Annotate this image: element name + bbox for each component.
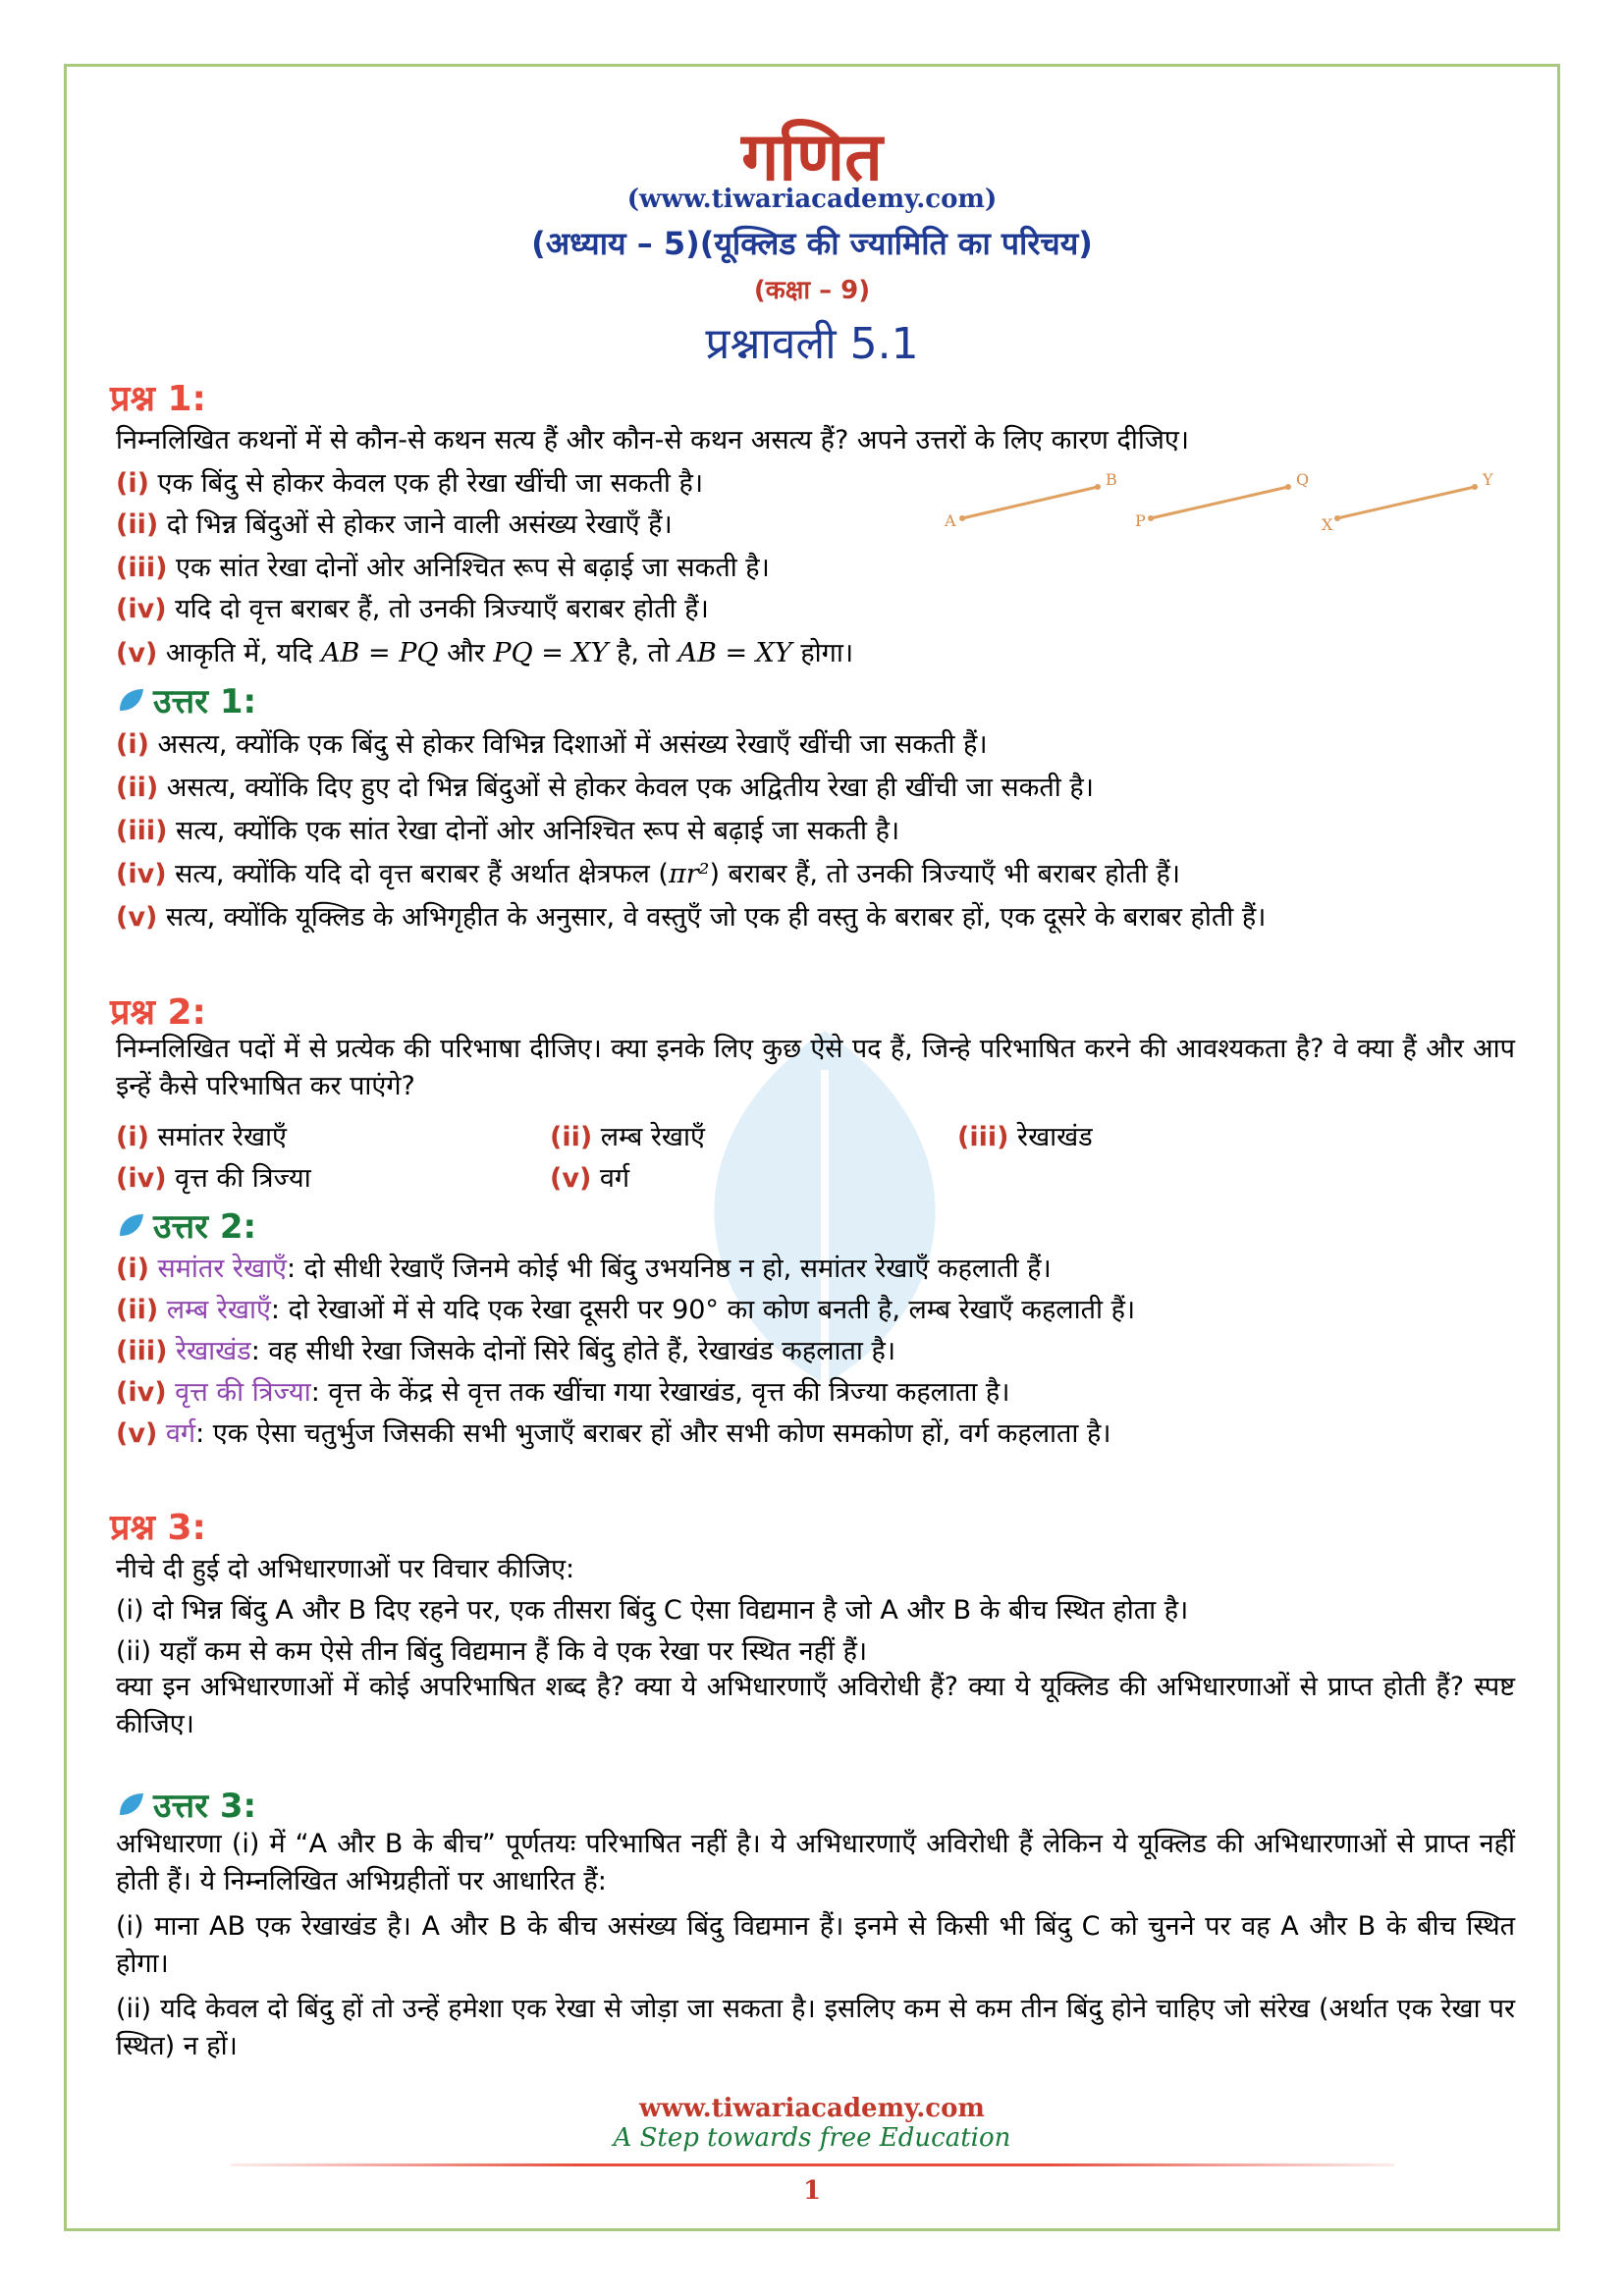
item-text: : एक ऐसा चतुर्भुज जिसकी सभी भुजाएँ बराबर हों और सभी कोण समकोण हों, वर्ग कहलाता है। bbox=[195, 1418, 1111, 1449]
question-3-question: क्या इन अभिधारणाओं में कोई अपरिभाषित शब्द है? क्या ये अभिधारणाएँ अविरोधी हैं? क्या ये यूक्लिड की अभिधारणाओं से प्राप्त होती हैं? स्पष्ट कीजिए। bbox=[116, 1672, 1516, 1739]
class-label: (कक्षा – 9) bbox=[753, 276, 871, 305]
item-number: (v) bbox=[116, 638, 158, 668]
item-text: होगा। bbox=[791, 638, 854, 668]
question-1-item bbox=[116, 548, 770, 584]
question-1-intro: निम्नलिखित कथनों में से कौन-से कथन सत्य हैं और कौन-से कथन असत्य हैं? अपने उत्तरों के लिए कारण दीजिए। bbox=[116, 425, 1190, 455]
leaf-logo-icon bbox=[116, 1789, 145, 1819]
point-label-y: Y bbox=[1483, 470, 1493, 489]
item-number: (ii) bbox=[116, 509, 159, 540]
answer-2-item bbox=[116, 1249, 1052, 1285]
item-number: (i) bbox=[116, 729, 149, 760]
answer-1-item bbox=[116, 897, 1266, 934]
item-text: आकृति में, यदि bbox=[165, 638, 322, 668]
segment-xy bbox=[1337, 487, 1475, 518]
defined-term: वर्ग bbox=[157, 1418, 196, 1449]
term-item bbox=[550, 1117, 705, 1153]
item-number: (iii) bbox=[116, 816, 168, 846]
page-number: 1 bbox=[802, 2176, 822, 2206]
point-label-p: P bbox=[1135, 511, 1146, 530]
footer-website-link[interactable]: www.tiwariacademy.com bbox=[639, 2094, 985, 2123]
term-item bbox=[957, 1117, 1093, 1153]
item-text: : वृत्त के केंद्र से वृत्त तक खींचा गया रेखाखंड, वृत्त की त्रिज्या कहलाता है। bbox=[310, 1377, 1010, 1408]
heading-text: उत्तर 1: bbox=[153, 682, 257, 721]
item-text: लम्ब रेखाएँ bbox=[592, 1122, 705, 1152]
item-text: यदि दो वृत्त बराबर हैं, तो उनकी त्रिज्याएँ बराबर होती हैं। bbox=[175, 594, 709, 624]
item-text: : दो रेखाओं में से यदि एक रेखा दूसरी पर 90° का कोण बनती है, लम्ब रेखाएँ कहलाती हैं। bbox=[270, 1295, 1136, 1325]
header-website: (www.tiwariacademy.com) bbox=[626, 185, 998, 214]
item-number: (iii) bbox=[957, 1122, 1009, 1152]
question-3-heading: प्रश्न 3: bbox=[110, 1508, 206, 1548]
item-number: (ii) bbox=[116, 1295, 159, 1325]
item-number: (v) bbox=[116, 1418, 158, 1449]
leaf-logo-icon bbox=[116, 685, 145, 715]
question-1-item bbox=[116, 633, 853, 669]
term-item bbox=[116, 1117, 287, 1153]
point-label-b: B bbox=[1106, 470, 1117, 489]
math-expression: AB = XY bbox=[677, 638, 792, 668]
item-text: : वह सीधी रेखा जिसके दोनों सिरे बिंदु होते हैं, रेखाखंड कहलाता है। bbox=[250, 1336, 896, 1366]
question-3-intro: नीचे दी हुई दो अभिधारणाओं पर विचार कीजिए: bbox=[116, 1554, 575, 1584]
item-number: (ii) bbox=[116, 773, 159, 803]
defined-term: समांतर रेखाएँ bbox=[148, 1254, 287, 1284]
item-text: है, तो bbox=[608, 638, 678, 668]
segment-ab bbox=[962, 487, 1098, 518]
question-1-item bbox=[116, 505, 673, 541]
item-number: (iii) bbox=[116, 553, 168, 583]
item-text: वर्ग bbox=[591, 1163, 630, 1194]
answer-1-item bbox=[116, 854, 1180, 890]
item-number: (iii) bbox=[116, 1336, 168, 1366]
answer-1-item bbox=[116, 724, 988, 761]
item-number: (v) bbox=[116, 902, 158, 933]
item-text: और bbox=[438, 638, 494, 668]
item-text: वृत्त की त्रिज्या bbox=[166, 1163, 311, 1194]
exercise-title: प्रश्नावली 5.1 bbox=[705, 319, 919, 369]
math-expression: πr² bbox=[668, 859, 710, 889]
leaf-logo-icon bbox=[116, 1210, 145, 1240]
answer-1-item bbox=[116, 768, 1094, 804]
item-text: सत्य, क्योंकि यूक्लिड के अभिगृहीत के अनुसार, वे वस्तुएँ जो एक ही वस्तु के बराबर हों, एक दूसरे के बराबर होती हैं। bbox=[157, 902, 1267, 933]
chapter-title: (अध्याय – 5)(यूक्लिड की ज्यामिति का परिचय) bbox=[531, 225, 1093, 262]
math-expression: PQ = XY bbox=[493, 638, 609, 668]
question-1-item bbox=[116, 589, 709, 625]
heading-text: उत्तर 3: bbox=[153, 1787, 257, 1826]
answer-1-item bbox=[116, 811, 899, 847]
item-text: समांतर रेखाएँ bbox=[148, 1122, 287, 1152]
defined-term: वृत्त की त्रिज्या bbox=[166, 1377, 311, 1408]
question-2-heading: प्रश्न 2: bbox=[110, 992, 206, 1033]
item-text: रेखाखंड bbox=[1008, 1122, 1093, 1152]
line-segments-figure bbox=[933, 469, 1502, 538]
segment-pq bbox=[1151, 487, 1288, 518]
item-text: सत्य, क्योंकि एक सांत रेखा दोनों ओर अनिश्चित रूप से बढ़ाई जा सकती है। bbox=[167, 816, 900, 846]
point-label-q: Q bbox=[1296, 470, 1310, 489]
term-item bbox=[550, 1158, 629, 1195]
footer-divider bbox=[231, 2163, 1394, 2166]
defined-term: लम्ब रेखाएँ bbox=[158, 1295, 271, 1325]
answer-2-item bbox=[116, 1331, 895, 1367]
item-text: सत्य, क्योंकि यदि दो वृत्त बराबर हैं अर्थात क्षेत्रफल ( bbox=[166, 859, 669, 889]
answer-2-item bbox=[116, 1372, 1010, 1409]
answer-3-point-2: (ii) यदि केवल दो बिंदु हों तो उन्हें हमेशा एक रेखा से जोड़ा जा सकता है। इसलिए कम से कम तीन बिंदु होने चाहिए जो संरेख (अर्थात एक रेखा पर स्थित) न हों। bbox=[116, 1994, 1515, 2061]
item-number: (iv) bbox=[116, 594, 167, 624]
heading-text: उत्तर 2: bbox=[153, 1207, 257, 1247]
item-text: : दो सीधी रेखाएँ जिनमे कोई भी बिंदु उभयनिष्ठ न हो, समांतर रेखाएँ कहलाती हैं। bbox=[286, 1254, 1052, 1284]
item-number: (iv) bbox=[116, 1377, 167, 1408]
item-number: (i) bbox=[116, 1254, 149, 1284]
item-text: एक सांत रेखा दोनों ओर अनिश्चित रूप से बढ़ाई जा सकती है। bbox=[176, 553, 770, 583]
answer-3-point-1: (i) माना AB एक रेखाखंड है। A और B के बीच असंख्य बिंदु विद्यमान हैं। इनमे से किसी भी बिंदु C को चुनने पर वह A और B के बीच स्थित होगा। bbox=[116, 1911, 1515, 1979]
item-number: (v) bbox=[550, 1163, 592, 1194]
answer-3-paragraph: अभिधारणा (i) में “A और B के बीच” पूर्णतयः परिभाषित नहीं है। ये अभिधारणाएँ अविरोधी हैं लेकिन ये यूक्लिड की अभिधारणाओं से प्राप्त नहीं होती हैं। ये निम्नलिखित अभिग्रहीतों पर आधारित हैं: bbox=[116, 1829, 1515, 1896]
item-text: एक बिंदु से होकर केवल एक ही रेखा खींची जा सकती है। bbox=[157, 468, 704, 499]
item-text: असत्य, क्योंकि दिए हुए दो भिन्न बिंदुओं से होकर केवल एक अद्वितीय रेखा ही खींची जा सकती है। bbox=[158, 773, 1094, 803]
answer-3-heading bbox=[116, 1782, 256, 1827]
item-text: ) बराबर हैं, तो उनकी त्रिज्याएँ भी बराबर होती हैं। bbox=[709, 859, 1181, 889]
term-item bbox=[116, 1158, 311, 1195]
math-expression: AB = PQ bbox=[321, 638, 439, 668]
item-number: (i) bbox=[116, 1122, 149, 1152]
item-text: असत्य, क्योंकि एक बिंदु से होकर विभिन्न दिशाओं में असंख्य रेखाएँ खींची जा सकती हैं। bbox=[148, 729, 988, 760]
point-label-x: X bbox=[1322, 515, 1333, 534]
question-3-postulate-1: (i) दो भिन्न बिंदु A और B दिए रहने पर, एक तीसरा बिंदु C ऐसा विद्यमान है जो A और B के बीच स्थित होता है। bbox=[116, 1595, 1189, 1626]
defined-term: रेखाखंड bbox=[167, 1336, 251, 1366]
item-number: (ii) bbox=[550, 1122, 593, 1152]
item-number: (iv) bbox=[116, 859, 167, 889]
item-number: (iv) bbox=[116, 1163, 167, 1194]
item-text: दो भिन्न बिंदुओं से होकर जाने वाली असंख्य रेखाएँ हैं। bbox=[166, 509, 673, 540]
answer-1-heading bbox=[116, 677, 256, 722]
answer-2-heading bbox=[116, 1202, 256, 1248]
question-1-item bbox=[116, 463, 703, 500]
question-1-heading: प्रश्न 1: bbox=[110, 379, 206, 419]
point-label-a: A bbox=[945, 511, 956, 530]
page-title: गणित bbox=[741, 119, 883, 196]
question-2-intro: निम्नलिखित पदों में से प्रत्येक की परिभाषा दीजिए। क्या इनके लिए कुछ ऐसे पद हैं, जिन्हे परिभाषित करने की आवश्यकता है? वे क्या हैं और आप इन्हें कैसे परिभाषित कर पाएंगे? bbox=[116, 1034, 1515, 1101]
item-number: (i) bbox=[116, 468, 149, 499]
answer-2-item bbox=[116, 1290, 1135, 1326]
question-3-postulate-2: (ii) यहाँ कम से कम ऐसे तीन बिंदु विद्यमान हैं कि वे एक रेखा पर स्थित नहीं हैं। bbox=[116, 1636, 868, 1667]
footer-tagline: A Step towards free Education bbox=[613, 2123, 1011, 2153]
answer-2-item bbox=[116, 1414, 1111, 1450]
